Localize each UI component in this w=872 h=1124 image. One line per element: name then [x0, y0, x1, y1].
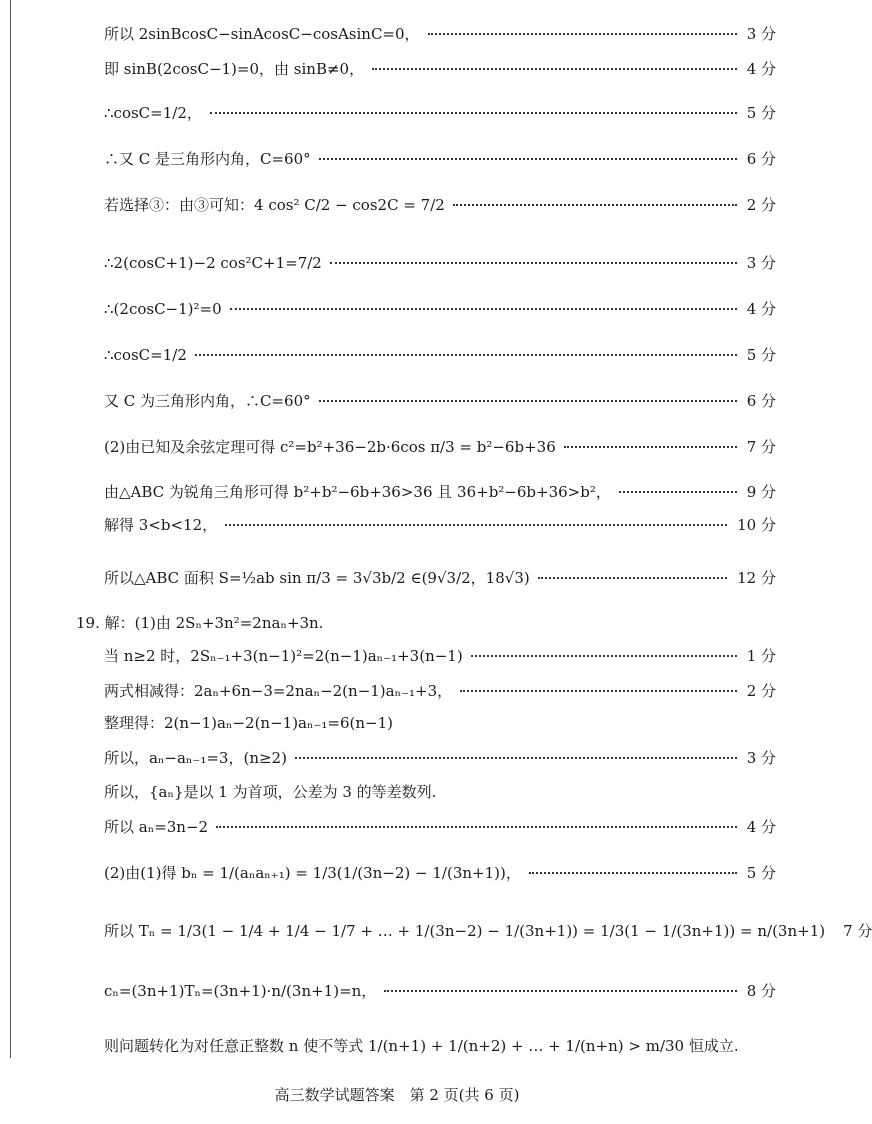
- equation-text: 所以 Tₙ = 1/3(1 − 1/4 + 1/4 − 1/7 + … + 1/(3n−2) − 1/(3n+1)) = 1/3(1 − 1/(3n+1)) = n/(3n+1): [104, 922, 826, 940]
- score-label: 7 分: [746, 438, 776, 456]
- score-label: 8 分: [746, 982, 776, 1000]
- equation-text: 整理得：2(n−1)aₙ−2(n−1)aₙ₋₁=6(n−1): [104, 714, 393, 732]
- dot-leader: [210, 112, 737, 114]
- score-label: 6 分: [746, 150, 776, 168]
- equation-text: (2)由已知及余弦定理可得 c²=b²+36−2b·6cos π/3 = b²−6b+36: [104, 438, 556, 456]
- dot-leader: [428, 33, 737, 35]
- answer-line-20: [104, 816, 776, 837]
- equation-text: ∴cosC=1/2: [104, 345, 187, 364]
- dot-leader: [319, 158, 737, 160]
- dot-leader: [471, 655, 737, 657]
- dot-leader: [330, 262, 737, 264]
- equation-text: 所以，{aₙ}是以 1 为首项，公差为 3 的等差数列.: [104, 783, 437, 801]
- score-label: 5 分: [746, 346, 776, 364]
- answer-line-14: [76, 612, 776, 633]
- score-label: 3 分: [746, 749, 776, 767]
- score-label: 6 分: [746, 392, 776, 410]
- answer-line-9: [104, 390, 776, 411]
- equation-text: 若选择③：由③可知：4 cos² C/2 − cos2C = 7/2: [104, 196, 445, 214]
- answer-line-4: [104, 148, 776, 169]
- score-label: 1 分: [746, 647, 776, 665]
- page-footer: 高三数学试题答案 第 2 页(共 6 页): [274, 1086, 520, 1104]
- answer-line-11: [104, 481, 776, 502]
- score-label: 9 分: [746, 483, 776, 501]
- score-label: 5 分: [746, 104, 776, 122]
- equation-text: 当 n≥2 时，2Sₙ₋₁+3(n−1)²=2(n−1)aₙ₋₁+3(n−1): [104, 647, 463, 665]
- score-label: 2 分: [746, 682, 776, 700]
- answer-line-16: [104, 680, 776, 701]
- dot-leader: [230, 308, 737, 310]
- dot-leader: [564, 446, 737, 448]
- answer-line-18: [104, 747, 776, 768]
- dot-leader: [216, 826, 737, 828]
- equation-text: 所以 2sinBcosC−sinAcosC−cosAsinC=0，: [104, 25, 420, 43]
- equation-text: 由△ABC 为锐角三角形可得 b²+b²−6b+36>36 且 36+b²−6b+36>b²，: [104, 483, 611, 501]
- dot-leader: [225, 524, 727, 526]
- dot-leader: [319, 400, 737, 402]
- score-label: 5 分: [746, 864, 776, 882]
- equation-text: ∴2(cosC+1)−2 cos²C+1=7/2: [104, 253, 322, 272]
- dot-leader: [460, 690, 737, 692]
- answer-line-15: [104, 645, 776, 666]
- score-label: 7 分: [843, 922, 872, 940]
- score-label: 4 分: [746, 60, 776, 78]
- score-label: 4 分: [746, 818, 776, 836]
- answer-line-2: [104, 58, 776, 79]
- equation-text: ∴又 C 是三角形内角，C=60°: [104, 150, 311, 168]
- equation-text: 所以，aₙ−aₙ₋₁=3，(n≥2): [104, 749, 287, 767]
- score-label: 3 分: [746, 25, 776, 43]
- equation-text: 所以 aₙ=3n−2: [104, 818, 209, 836]
- answer-line-6: [104, 252, 776, 273]
- equation-text: (2)由(1)得 bₙ = 1/(aₙaₙ₊₁) = 1/3(1/(3n−2) − 1/(3n+1))，: [104, 864, 521, 882]
- answer-line-21: [104, 862, 776, 883]
- answer-line-19: [104, 781, 776, 802]
- answer-line-1: [104, 23, 776, 44]
- answer-line-13: [104, 567, 776, 588]
- answer-line-17: [104, 712, 776, 733]
- dot-leader: [529, 872, 737, 874]
- equation-text: 则问题转化为对任意正整数 n 使不等式 1/(n+1) + 1/(n+2) + … + 1/(n+n) > m/30 恒成立.: [104, 1037, 739, 1055]
- score-label: 4 分: [746, 300, 776, 318]
- answer-line-7: [104, 298, 776, 319]
- score-label: 2 分: [746, 196, 776, 214]
- answer-line-5: [104, 194, 776, 215]
- answer-line-10: [104, 436, 776, 457]
- answer-line-3: [104, 102, 776, 123]
- score-label: 10 分: [737, 516, 776, 534]
- score-label: 3 分: [746, 254, 776, 272]
- equation-text: 又 C 为三角形内角，∴C=60°: [104, 392, 311, 410]
- answer-line-12: [104, 514, 776, 535]
- dot-leader: [295, 757, 737, 759]
- equation-text: ∴(2cosC−1)²=0: [104, 299, 222, 318]
- equation-text: cₙ=(3n+1)Tₙ=(3n+1)·n/(3n+1)=n，: [104, 982, 377, 1000]
- dot-leader: [195, 354, 737, 356]
- dot-leader: [384, 990, 736, 992]
- dot-leader: [619, 491, 737, 493]
- equation-text: 解得 3<b<12，: [104, 516, 218, 534]
- equation-text: 两式相减得：2aₙ+6n−3=2naₙ−2(n−1)aₙ₋₁+3，: [104, 682, 453, 700]
- equation-text: 所以△ABC 面积 S=½ab sin π/3 = 3√3b/2 ∈(9√3/2，18√3): [104, 569, 530, 587]
- equation-text: 即 sinB(2cosC−1)=0，由 sinB≠0，: [104, 60, 365, 78]
- dot-leader: [453, 204, 737, 206]
- score-label: 12 分: [737, 569, 776, 587]
- answer-line-22: [104, 920, 872, 941]
- answer-line-24: [104, 1035, 776, 1056]
- equation-text: 19. 解：(1)由 2Sₙ+3n²=2naₙ+3n.: [76, 614, 324, 632]
- dot-leader: [538, 577, 727, 579]
- equation-text: ∴cosC=1/2，: [104, 104, 202, 122]
- left-margin-line: [10, 0, 11, 1058]
- answer-line-23: [104, 980, 776, 1001]
- dot-leader: [372, 68, 737, 70]
- answer-line-8: [104, 344, 776, 365]
